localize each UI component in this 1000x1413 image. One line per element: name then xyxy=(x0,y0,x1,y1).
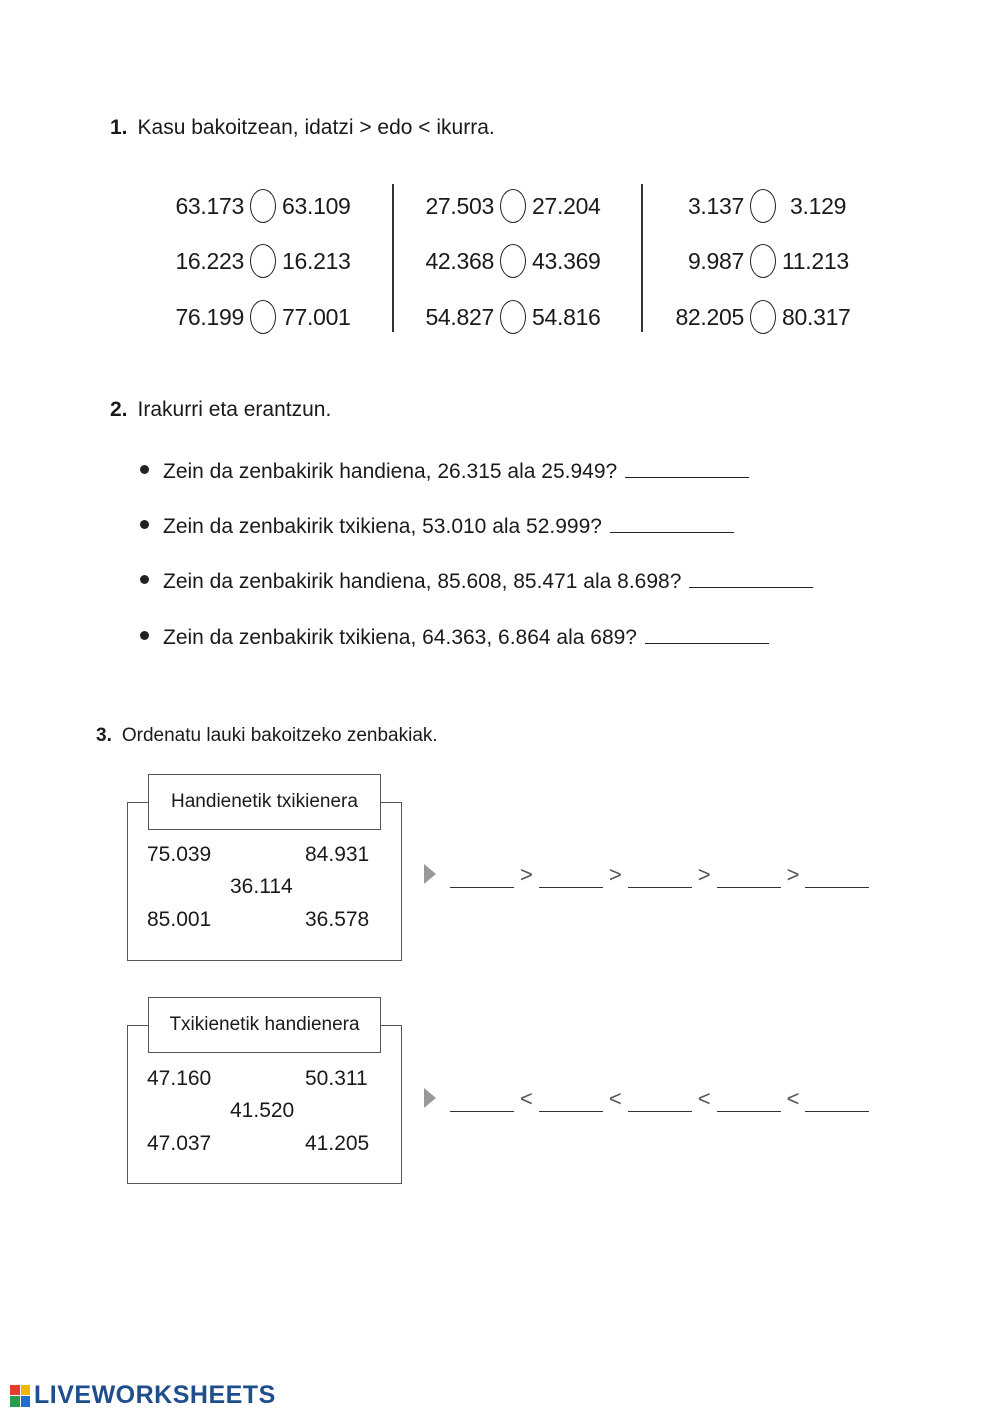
bullet-icon xyxy=(140,631,149,640)
compare-row xyxy=(170,297,356,337)
order-blank[interactable] xyxy=(717,867,781,888)
compare-left-number: 54.827 xyxy=(425,303,494,330)
order-blank[interactable] xyxy=(450,1091,514,1112)
section-1-number: 1. xyxy=(110,116,128,139)
answer-circle[interactable] xyxy=(750,189,776,223)
box-number: 36.114 xyxy=(230,875,293,898)
box-number: 84.931 xyxy=(305,843,370,866)
comparison-symbol: < xyxy=(520,1086,533,1111)
order-blank[interactable] xyxy=(805,867,869,888)
compare-row xyxy=(670,297,856,337)
section-2-number: 2. xyxy=(110,398,128,421)
order-blank[interactable] xyxy=(628,1091,692,1112)
question-text: Zein da zenbakirik txikiena, 64.363, 6.864 ala 689? xyxy=(163,626,637,649)
comparison-symbol: > xyxy=(608,862,622,887)
column-divider xyxy=(641,184,643,332)
compare-right-number: 63.109 xyxy=(282,192,351,219)
box-number: 36.578 xyxy=(305,908,370,931)
answer-circle[interactable] xyxy=(250,189,276,223)
compare-right-number: 27.204 xyxy=(532,192,601,219)
bullet-icon xyxy=(140,575,149,584)
compare-left-number: 27.503 xyxy=(425,192,494,219)
box-number: 50.311 xyxy=(305,1067,368,1090)
question-text: Zein da zenbakirik handiena, 85.608, 85.471 ala 8.698? xyxy=(163,570,682,593)
order-sequence xyxy=(424,862,875,888)
box-title: Txikienetik handienera xyxy=(148,997,381,1053)
compare-right-number: 77.001 xyxy=(282,303,351,330)
order-blank[interactable] xyxy=(539,867,603,888)
compare-right-number: 43.369 xyxy=(532,247,601,274)
compare-left-number: 76.199 xyxy=(175,303,244,330)
logo-text: LIVEWORKSHEETS xyxy=(34,1381,276,1409)
arrow-icon xyxy=(424,864,436,884)
section-3-instruction: Ordenatu lauki bakoitzeko zenbakiak. xyxy=(121,725,438,746)
compare-right-number: 54.816 xyxy=(532,303,601,330)
compare-left-number: 82.205 xyxy=(675,303,744,330)
question-item xyxy=(140,515,734,539)
bullet-icon xyxy=(140,520,149,529)
section-2-instruction: Irakurri eta erantzun. xyxy=(137,398,332,421)
answer-circle[interactable] xyxy=(500,189,526,223)
answer-circle[interactable] xyxy=(750,244,776,278)
answer-circle[interactable] xyxy=(250,300,276,334)
question-text: Zein da zenbakirik handiena, 26.315 ala 25.949? xyxy=(163,460,618,483)
question-item xyxy=(140,570,813,594)
compare-right-number: 16.213 xyxy=(282,247,351,274)
box-number: 41.520 xyxy=(230,1099,295,1122)
box-title: Handienetik txikienera xyxy=(148,774,381,830)
compare-right-number: 3.129 xyxy=(790,192,847,219)
bullet-icon xyxy=(140,465,149,474)
comparison-symbol: < xyxy=(697,1086,711,1111)
order-blank[interactable] xyxy=(805,1091,869,1112)
comparison-symbol: > xyxy=(697,862,711,887)
box-number: 47.160 xyxy=(147,1067,212,1090)
order-blank[interactable] xyxy=(628,867,692,888)
section-1-instruction: Kasu bakoitzean, idatzi > edo < ikurra. xyxy=(137,116,495,139)
section-3-heading xyxy=(96,725,438,747)
answer-circle[interactable] xyxy=(500,244,526,278)
box-number: 47.037 xyxy=(147,1132,212,1155)
compare-left-number: 42.368 xyxy=(425,247,494,274)
order-sequence xyxy=(424,1086,875,1112)
question-item xyxy=(140,626,769,650)
comparison-symbol: > xyxy=(520,862,533,887)
section-2-heading xyxy=(110,398,331,422)
answer-circle[interactable] xyxy=(250,244,276,278)
liveworksheets-logo xyxy=(10,1381,276,1410)
compare-row xyxy=(170,186,356,226)
box-number: 75.039 xyxy=(147,843,212,866)
order-blank[interactable] xyxy=(539,1091,603,1112)
order-blank[interactable] xyxy=(717,1091,781,1112)
comparison-symbol: < xyxy=(786,1086,800,1111)
logo-mark-icon xyxy=(10,1385,30,1407)
compare-row xyxy=(420,297,606,337)
answer-blank[interactable] xyxy=(645,642,769,644)
answer-blank[interactable] xyxy=(689,586,813,588)
box-number: 85.001 xyxy=(147,908,212,931)
compare-left-number: 63.173 xyxy=(175,192,244,219)
question-text: Zein da zenbakirik txikiena, 53.010 ala 52.999? xyxy=(163,515,602,538)
compare-right-number: 80.317 xyxy=(782,303,851,330)
compare-row xyxy=(670,186,864,226)
box-number: 41.205 xyxy=(305,1132,370,1155)
comparison-symbol: < xyxy=(608,1086,622,1111)
compare-row xyxy=(670,241,856,281)
order-blank[interactable] xyxy=(450,867,514,888)
comparison-symbol: > xyxy=(786,862,800,887)
answer-blank[interactable] xyxy=(625,476,749,478)
compare-left-number: 9.987 xyxy=(687,247,744,274)
answer-blank[interactable] xyxy=(610,531,734,533)
compare-row xyxy=(420,241,606,281)
column-divider xyxy=(392,184,394,332)
section-1-heading xyxy=(110,116,495,140)
arrow-icon xyxy=(424,1088,436,1108)
section-3-number: 3. xyxy=(96,725,112,746)
compare-row xyxy=(420,186,606,226)
compare-row xyxy=(170,241,356,281)
answer-circle[interactable] xyxy=(750,300,776,334)
compare-left-number: 16.223 xyxy=(175,247,244,274)
compare-right-number: 11.213 xyxy=(782,247,849,274)
question-item xyxy=(140,460,749,484)
answer-circle[interactable] xyxy=(500,300,526,334)
compare-left-number: 3.137 xyxy=(687,192,744,219)
